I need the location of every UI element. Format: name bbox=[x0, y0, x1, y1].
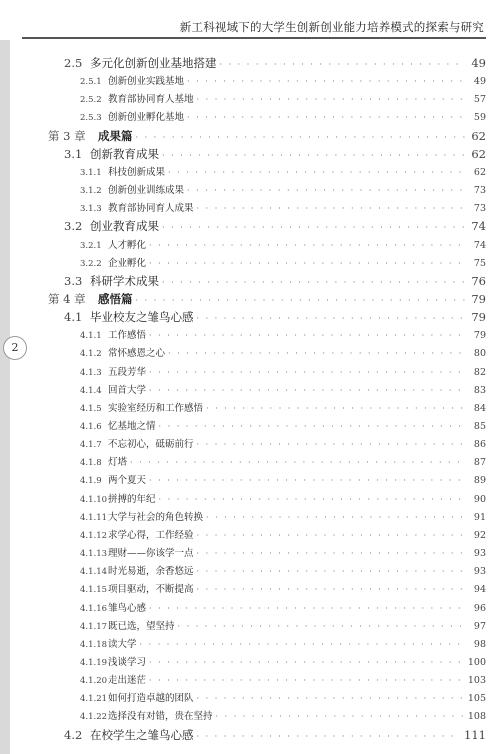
toc-entry-page: 94 bbox=[473, 584, 486, 596]
toc-entry-page: 82 bbox=[473, 366, 486, 378]
toc-entry-title: 五段芳华 bbox=[108, 366, 147, 378]
toc-entry bbox=[0, 600, 500, 617]
toc-entry bbox=[0, 309, 500, 326]
toc-entry-title: 科技创新成果 bbox=[108, 166, 166, 178]
toc-entry bbox=[0, 91, 500, 108]
toc-leader-dots bbox=[149, 368, 465, 377]
toc-entry-number: 4.1.13 bbox=[80, 549, 108, 560]
toc-entry-page: 79 bbox=[471, 310, 486, 325]
toc-entry-title: 成果篇 bbox=[98, 128, 133, 143]
toc-entry-number: 4.1.17 bbox=[80, 621, 108, 632]
toc-entry-page: 74 bbox=[471, 219, 486, 234]
toc-leader-dots bbox=[197, 585, 465, 594]
toc-entry-title: 时光易逝，余香悠远 bbox=[108, 566, 194, 578]
toc-entry-number: 3.1.3 bbox=[80, 204, 102, 215]
toc-entry-page: 79 bbox=[471, 291, 486, 306]
toc-entry bbox=[0, 327, 500, 344]
toc-entry bbox=[0, 291, 500, 308]
toc-leader-dots bbox=[159, 495, 465, 504]
toc-entry-number: 4.1.3 bbox=[80, 367, 102, 378]
toc-entry-title: 项目驱动，不断提高 bbox=[108, 584, 194, 596]
toc-entry-number: 4.1.20 bbox=[80, 676, 108, 687]
toc-entry-number: 4.1.14 bbox=[80, 567, 108, 578]
toc-entry-title: 教育部协同育人成果 bbox=[108, 203, 194, 215]
toc-entry-page: 98 bbox=[473, 638, 486, 650]
toc-entry-number: 4.1.16 bbox=[80, 603, 108, 614]
toc-entry-page: 59 bbox=[473, 112, 486, 124]
toc-leader-dots bbox=[159, 422, 465, 431]
toc-entry-page: 62 bbox=[473, 166, 486, 178]
toc-entry-number: 4.1.5 bbox=[80, 403, 102, 414]
toc-leader-dots bbox=[197, 440, 465, 449]
toc-entry-title: 选择没有对错，贵在坚持 bbox=[108, 711, 213, 723]
toc-entry-title: 求学心得，工作经验 bbox=[108, 529, 194, 541]
toc-entry-title: 科研学术成果 bbox=[90, 273, 159, 288]
toc-leader-dots bbox=[162, 223, 465, 232]
toc-entry-page: 111 bbox=[464, 727, 486, 742]
toc-entry bbox=[0, 345, 500, 362]
toc-entry-number: 2.5.1 bbox=[80, 77, 102, 88]
toc-entry-title: 雏鸟心感 bbox=[108, 602, 147, 614]
toc-entry-page: 86 bbox=[473, 439, 486, 451]
toc-entry-number: 4.2 bbox=[64, 727, 83, 742]
toc-entry bbox=[0, 690, 500, 707]
toc-leader-dots bbox=[197, 549, 465, 558]
toc-leader-dots bbox=[149, 676, 465, 685]
toc-entry bbox=[0, 364, 500, 381]
toc-entry bbox=[0, 146, 500, 163]
toc-entry bbox=[0, 618, 500, 635]
toc-entry bbox=[0, 382, 500, 399]
toc-entry-page: 80 bbox=[473, 348, 486, 360]
toc-entry-page: 108 bbox=[467, 711, 486, 723]
toc-entry bbox=[0, 200, 500, 217]
toc-entry bbox=[0, 472, 500, 489]
toc-entry-page: 105 bbox=[467, 693, 486, 705]
toc-entry-title: 不忘初心，砥砺前行 bbox=[108, 439, 194, 451]
toc-entry-title: 读大学 bbox=[108, 638, 137, 650]
toc-leader-dots bbox=[216, 712, 465, 721]
toc-entry bbox=[0, 128, 500, 145]
toc-entry-number: 4.1.10 bbox=[80, 494, 108, 505]
toc-entry-number: 3.2 bbox=[64, 219, 83, 234]
toc-entry-number: 4.1.15 bbox=[80, 585, 108, 596]
toc-leader-dots bbox=[149, 331, 465, 340]
toc-entry-title: 忆基地之情 bbox=[108, 421, 156, 432]
toc-entry bbox=[0, 273, 500, 290]
toc-entry-title: 感悟篇 bbox=[98, 291, 133, 306]
toc-entry-page: 84 bbox=[473, 402, 486, 414]
toc-leader-dots bbox=[162, 278, 465, 287]
toc-entry-page: 76 bbox=[471, 273, 486, 288]
toc-entry-title: 人才孵化 bbox=[108, 239, 147, 251]
toc-entry bbox=[0, 109, 500, 126]
toc-entry-number: 4.1 bbox=[64, 310, 83, 325]
toc-entry bbox=[0, 454, 500, 471]
toc-entry-page: 96 bbox=[473, 602, 486, 614]
toc-entry-page: 100 bbox=[467, 656, 486, 668]
toc-leader-dots bbox=[220, 60, 466, 69]
toc-entry-title: 如何打造卓越的团队 bbox=[108, 693, 194, 705]
toc-leader-dots bbox=[168, 168, 465, 177]
toc-entry-number: 4.1.4 bbox=[80, 385, 102, 396]
toc-entry-page: 62 bbox=[471, 146, 486, 161]
toc-entry-number: 2.5.2 bbox=[80, 95, 102, 106]
toc-entry-page: 74 bbox=[473, 239, 486, 251]
toc-entry-number: 4.1.1 bbox=[80, 331, 102, 342]
toc-entry-title: 工作感悟 bbox=[108, 330, 147, 342]
toc-entry-title: 拼搏的年纪 bbox=[108, 493, 156, 505]
toc-entry-number: 4.1.18 bbox=[80, 639, 108, 650]
toc-entry-title: 创新创业实践基地 bbox=[108, 76, 185, 88]
toc-entry bbox=[0, 654, 500, 671]
toc-entry-number: 第 4 章 bbox=[48, 291, 86, 306]
toc-entry bbox=[0, 418, 500, 435]
toc-entry-title: 多元化创新创业基地搭建 bbox=[90, 56, 217, 70]
toc-entry-number: 3.2.2 bbox=[80, 258, 102, 269]
toc-entry-title: 教育部协同育人基地 bbox=[108, 94, 194, 106]
toc-entry-page: 73 bbox=[473, 185, 486, 197]
toc-entry-number: 3.2.1 bbox=[80, 240, 102, 251]
toc-entry bbox=[0, 255, 500, 272]
toc-entry-number: 4.1.19 bbox=[80, 657, 108, 668]
toc-entry-title: 走出迷茫 bbox=[108, 675, 147, 687]
toc-entry-title: 创新教育成果 bbox=[90, 146, 159, 161]
toc-leader-dots bbox=[149, 259, 465, 268]
toc-entry-number: 4.1.7 bbox=[80, 440, 102, 451]
toc-entry-number: 4.1.8 bbox=[80, 458, 102, 469]
toc-entry bbox=[0, 400, 500, 417]
toc-entry-page: 87 bbox=[473, 457, 486, 469]
toc-entry-number: 4.1.11 bbox=[80, 512, 108, 523]
toc-entry-page: 57 bbox=[473, 94, 486, 106]
toc-entry-title: 灯塔 bbox=[108, 457, 128, 469]
toc-entry-number: 3.3 bbox=[64, 273, 83, 288]
toc-entry bbox=[0, 491, 500, 508]
toc-entry-title: 实验室经历和工作感悟 bbox=[108, 402, 204, 414]
toc-entry bbox=[0, 563, 500, 580]
toc-entry bbox=[0, 436, 500, 453]
toc-entry-page: 73 bbox=[473, 203, 486, 215]
toc-entry-number: 4.1.9 bbox=[80, 476, 102, 487]
toc-leader-dots bbox=[187, 113, 465, 122]
toc-leader-dots bbox=[197, 694, 465, 703]
toc-entry-page: 62 bbox=[471, 128, 486, 143]
toc-entry bbox=[0, 545, 500, 562]
toc-leader-dots bbox=[197, 732, 462, 741]
toc-entry-page: 93 bbox=[473, 566, 486, 578]
toc-entry-page: 91 bbox=[473, 511, 486, 523]
toc-leader-dots bbox=[149, 386, 465, 395]
page-number: 2 bbox=[3, 336, 27, 360]
toc-leader-dots bbox=[149, 604, 465, 613]
toc-entry-title: 既已选，望坚持 bbox=[108, 620, 175, 632]
toc-entry-number: 4.1.2 bbox=[80, 349, 102, 360]
toc-leader-dots bbox=[168, 349, 465, 358]
toc-entry-title: 回首大学 bbox=[108, 384, 147, 396]
toc-entry-page: 90 bbox=[473, 493, 486, 505]
toc-entry-number: 3.1.1 bbox=[80, 167, 102, 178]
toc-entry-page: 97 bbox=[473, 620, 486, 632]
toc-entry bbox=[0, 182, 500, 199]
toc-leader-dots bbox=[197, 567, 465, 576]
toc-entry bbox=[0, 509, 500, 526]
toc-entry-title: 企业孵化 bbox=[108, 257, 147, 269]
toc-entry-page: 92 bbox=[473, 529, 486, 541]
toc-entry-page: 83 bbox=[473, 384, 486, 396]
toc-entry bbox=[0, 527, 500, 544]
toc-entry-page: 85 bbox=[473, 421, 486, 432]
toc-entry-number: 4.1.6 bbox=[80, 422, 102, 432]
toc-leader-dots bbox=[206, 513, 465, 522]
toc-entry-number: 3.1 bbox=[64, 146, 83, 161]
toc-entry-page: 79 bbox=[473, 330, 486, 342]
toc-leader-dots bbox=[197, 314, 466, 323]
toc-entry-title: 理财——你该学一点 bbox=[108, 548, 194, 560]
toc-entry-page: 89 bbox=[473, 475, 486, 487]
toc-entry-page: 103 bbox=[467, 675, 486, 687]
toc-entry bbox=[0, 708, 500, 725]
toc-leader-dots bbox=[187, 186, 465, 195]
toc-entry bbox=[0, 55, 500, 72]
toc-entry bbox=[0, 164, 500, 181]
toc-entry-number: 4.1.12 bbox=[80, 530, 108, 541]
toc-leader-dots bbox=[149, 476, 465, 485]
toc-entry-page: 75 bbox=[473, 257, 486, 269]
toc-entry bbox=[0, 727, 500, 744]
toc-entry-title: 常怀感恩之心 bbox=[108, 348, 166, 360]
toc-leader-dots bbox=[149, 658, 465, 667]
toc-entry-title: 创业教育成果 bbox=[90, 219, 159, 234]
running-header: 新工科视域下的大学生创新创业能力培养模式的探索与研究 bbox=[179, 20, 484, 34]
toc-entry-page: 49 bbox=[471, 56, 486, 70]
toc-entry bbox=[0, 237, 500, 254]
toc-leader-dots bbox=[178, 622, 465, 631]
toc-entry-title: 浅谈学习 bbox=[108, 656, 147, 668]
toc-entry-page: 93 bbox=[473, 548, 486, 560]
toc-entry-number: 3.1.2 bbox=[80, 186, 102, 197]
toc-entry bbox=[0, 218, 500, 235]
toc-entry bbox=[0, 672, 500, 689]
toc-entry-number: 2.5.3 bbox=[80, 113, 102, 124]
toc-leader-dots bbox=[130, 458, 465, 467]
toc-entry-title: 大学与社会的角色转换 bbox=[108, 511, 204, 523]
toc-entry-number: 4.1.21 bbox=[80, 694, 108, 705]
toc-entry-page: 49 bbox=[473, 76, 486, 88]
toc-entry bbox=[0, 581, 500, 598]
toc-entry-title: 创新创业训练成果 bbox=[108, 185, 185, 197]
toc-entry-title: 两个夏天 bbox=[108, 475, 147, 487]
toc-entry bbox=[0, 73, 500, 90]
header-rule bbox=[22, 37, 486, 39]
toc-leader-dots bbox=[140, 640, 465, 649]
toc-entry-number: 第 3 章 bbox=[48, 128, 86, 143]
toc-leader-dots bbox=[136, 133, 466, 142]
toc-entry bbox=[0, 636, 500, 653]
toc-leader-dots bbox=[206, 404, 465, 413]
toc-leader-dots bbox=[197, 204, 465, 213]
toc-entry-title: 在校学生之雏鸟心感 bbox=[90, 727, 194, 742]
toc-leader-dots bbox=[197, 95, 465, 104]
toc-entry-number: 2.5 bbox=[64, 56, 83, 70]
toc-entry-title: 创新创业孵化基地 bbox=[108, 112, 185, 124]
toc-entry-number: 4.1.22 bbox=[80, 712, 108, 723]
toc-leader-dots bbox=[162, 151, 465, 160]
toc-leader-dots bbox=[187, 77, 465, 86]
toc-leader-dots bbox=[136, 296, 466, 305]
toc-entry-title: 毕业校友之雏鸟心感 bbox=[90, 310, 194, 325]
toc-leader-dots bbox=[197, 531, 465, 540]
toc-leader-dots bbox=[149, 241, 465, 250]
